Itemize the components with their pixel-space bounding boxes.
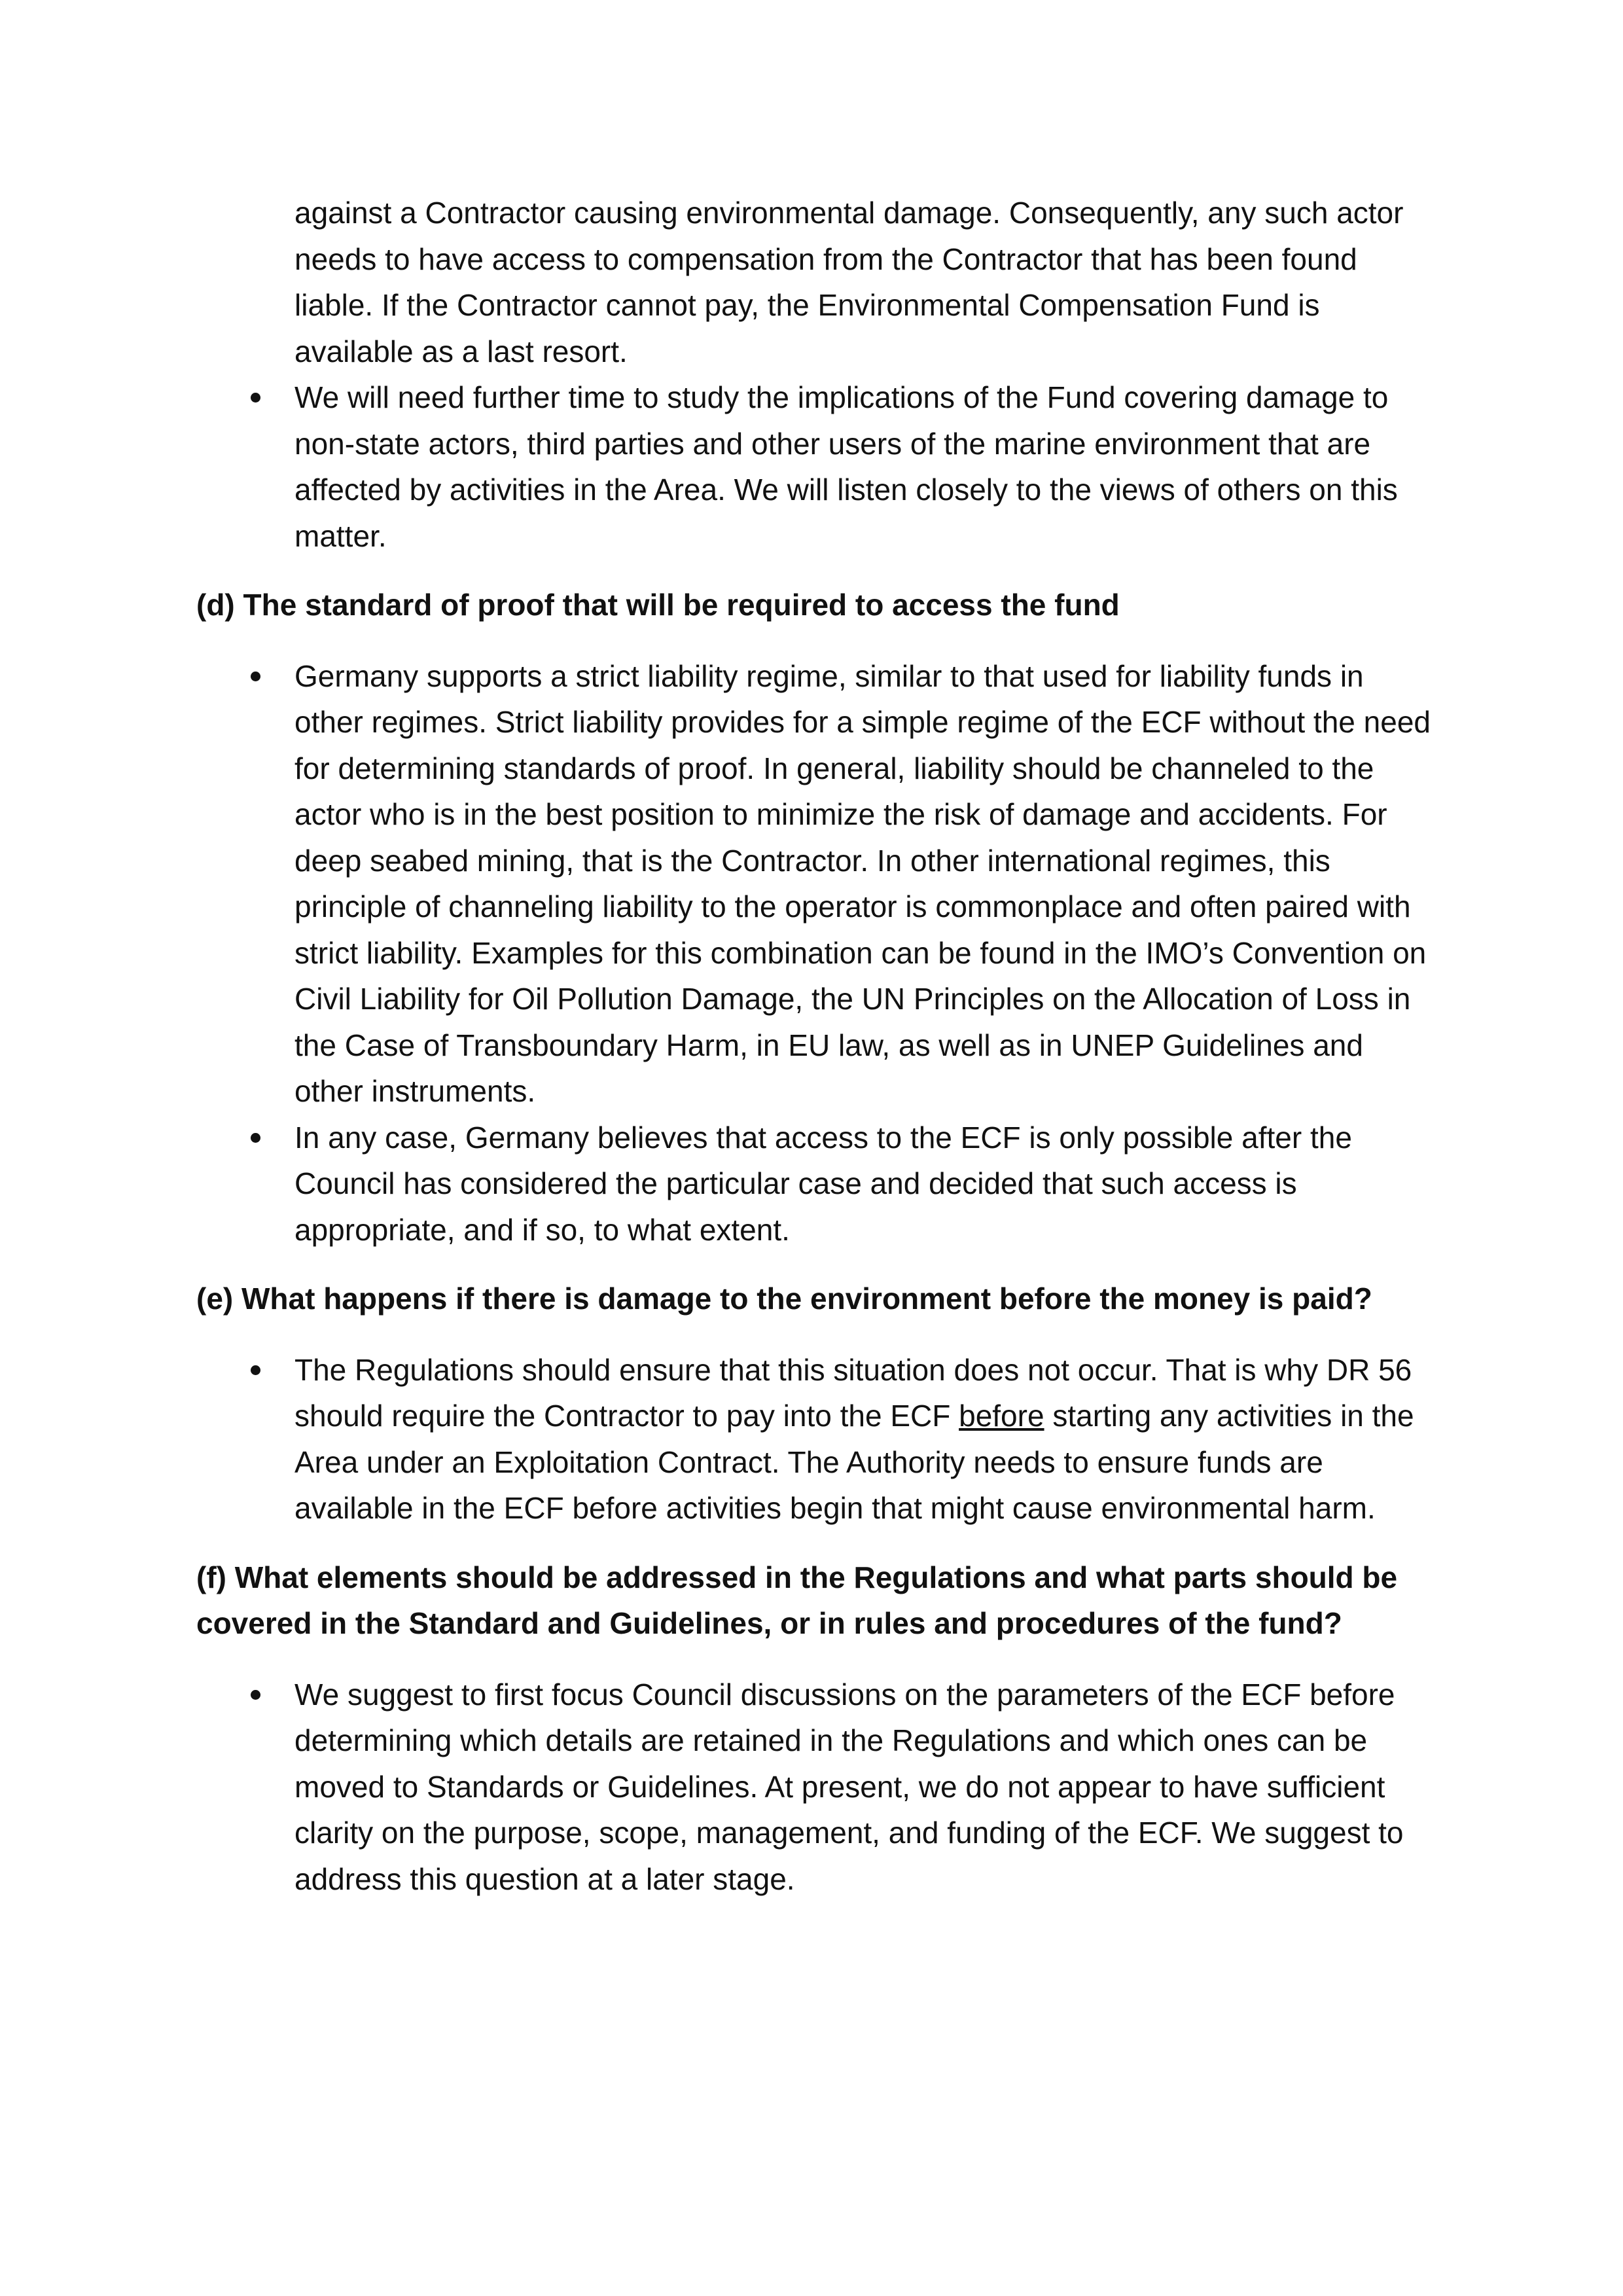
bullet-icon	[251, 1690, 260, 1700]
section-c-bullet-list	[196, 374, 1440, 559]
list-item	[196, 1115, 1440, 1253]
bullet-text-part1: The Regulations should ensure that this situation does not occur. That is why DR 56 should require the Contractor to pay into the ECF	[294, 1352, 1412, 1433]
page-body	[196, 190, 1440, 1902]
section-d-heading: (d) The standard of proof that will be required to access the fund	[196, 588, 1120, 622]
bullet-text: We suggest to first focus Council discussions on the parameters of the ECF before determining which details are retained in the Regulations and which ones can be moved to Standards or Guidelines. At present, we do not appear to have sufficient clarity on the purpose, scope, management, and funding of the ECF. We suggest to address this question at a later stage.	[294, 1677, 1404, 1896]
underlined-word: before	[959, 1399, 1044, 1433]
bullet-text: We will need further time to study the implications of the Fund covering damage to non-state actors, third parties and other users of the marine environment that are affected by activities in the Area. We will listen closely to the views of others on this matter.	[294, 380, 1398, 553]
bullet-icon	[251, 393, 260, 403]
bullet-icon	[251, 672, 260, 681]
bullet-icon	[251, 1133, 260, 1143]
bullet-text-part2: starting any activities in the Area under an Exploitation Contract. The Authority needs to ensure funds are available in the ECF before activities begin that might cause environmental harm.	[294, 1399, 1414, 1525]
section-f-heading: (f) What elements should be addressed in the Regulations and what parts should be covered in the Standard and Guidelines, or in rules and procedures of the fund?	[196, 1560, 1398, 1640]
list-item	[196, 1347, 1440, 1532]
bullet-icon	[251, 1365, 260, 1375]
list-item	[196, 653, 1440, 1115]
continuation-paragraph: against a Contractor causing environmental damage. Consequently, any such actor needs to have access to compensation from the Contractor that has been found liable. If the Contractor cannot pay, the Environmental Compensation Fund is available as a last resort.	[294, 196, 1404, 368]
section-d-bullet-list	[196, 653, 1440, 1253]
section-e-bullet-list	[196, 1347, 1440, 1532]
section-f-bullet-list	[196, 1672, 1440, 1903]
section-e-heading: (e) What happens if there is damage to the environment before the money is paid?	[196, 1282, 1372, 1316]
bullet-text: Germany supports a strict liability regime, similar to that used for liability funds in other regimes. Strict liability provides for a simple regime of the ECF without the need for determining standards of proof. In general, liability should be channeled to the actor who is in the best position to minimize the risk of damage and accidents. For deep seabed mining, that is the Contractor. In other international regimes, this principle of channeling liability to the operator is commonplace and often paired with strict liability. Examples for this combination can be found in the IMO’s Convention on Civil Liability for Oil Pollution Damage, the UN Principles on the Allocation of Loss in the Case of Transboundary Harm, in EU law, as well as in UNEP Guidelines and other instruments.	[294, 658, 1431, 1108]
bullet-text: In any case, Germany believes that access to the ECF is only possible after the Council has considered the particular case and decided that such access is appropriate, and if so, to what extent.	[294, 1120, 1352, 1247]
list-item	[196, 1672, 1440, 1903]
list-item	[196, 374, 1440, 559]
